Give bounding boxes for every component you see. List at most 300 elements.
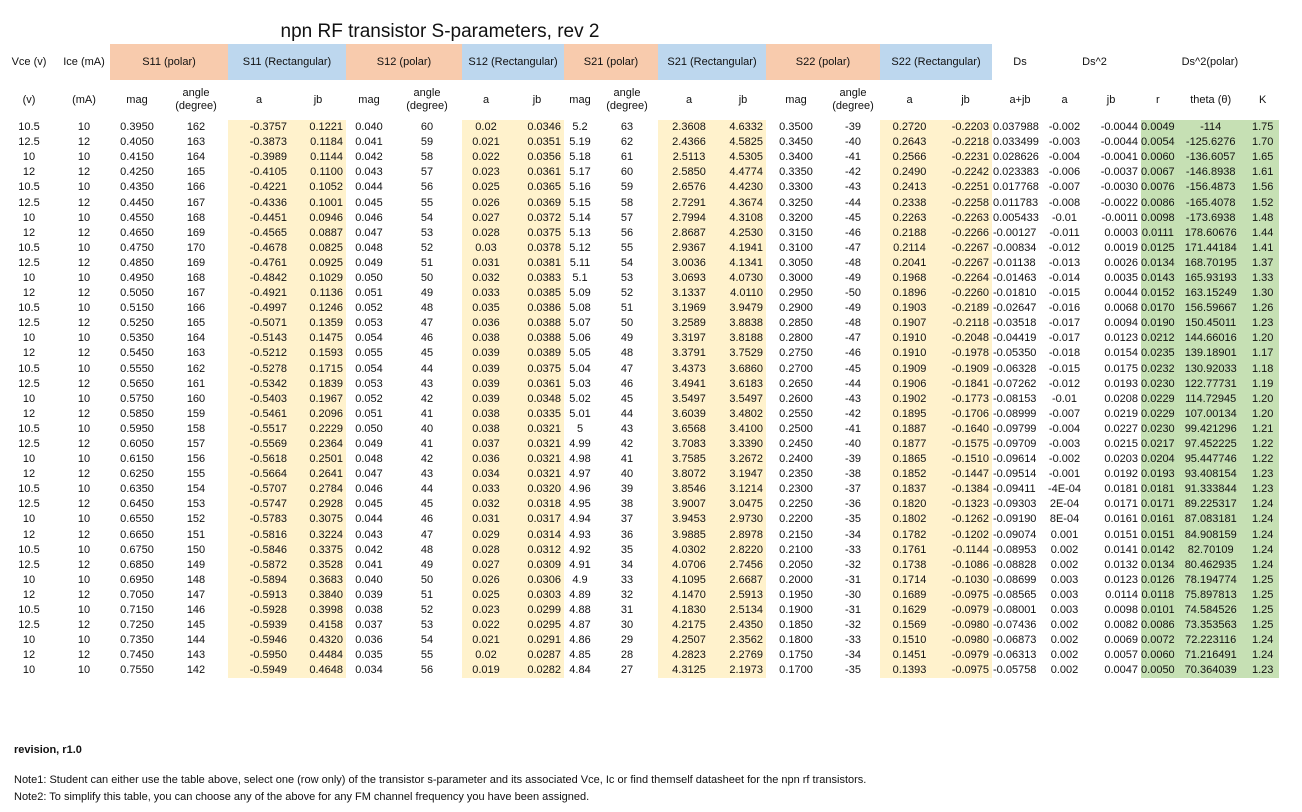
table-cell: 107.00134 [1175, 407, 1247, 422]
table-row [0, 135, 1279, 150]
table-cell: 0.2720 [880, 120, 939, 135]
table-row [0, 150, 1279, 165]
table-cell: 0.2263 [880, 211, 939, 226]
table-cell: 10 [22, 271, 36, 284]
table-cell: 10 [77, 362, 91, 375]
s12-polar-header: S12 (polar) [346, 44, 462, 80]
table-cell: 0.002 [1050, 558, 1079, 571]
table-cell: 4.98 [569, 453, 591, 466]
table-cell: 4.97 [569, 468, 591, 481]
table-cell: 0.0142 [1141, 543, 1175, 558]
table-cell: 4.0706 [658, 558, 720, 573]
table-cell: -0.001 [1048, 468, 1081, 481]
table-cell: 0.0134 [1141, 256, 1175, 271]
table-cell: 0.0375 [510, 362, 564, 377]
table-cell: 38 [620, 498, 634, 511]
table-cell: -41 [845, 422, 861, 435]
table-cell: 4.5305 [720, 150, 766, 165]
table-cell: -45 [845, 211, 861, 224]
table-cell: -0.3989 [228, 150, 290, 165]
table-cell: 42 [420, 392, 434, 405]
subheader-cell: angle (degree) [606, 87, 648, 112]
table-cell: 0.1475 [290, 331, 346, 346]
table-cell: 0.1451 [880, 648, 939, 663]
table-row [0, 467, 1279, 482]
table-cell: 0.034 [462, 467, 510, 482]
table-cell: -4E-04 [1048, 483, 1082, 496]
table-cell: 36 [620, 528, 634, 541]
table-cell: -0.4565 [228, 226, 290, 241]
table-cell: 0.6950 [120, 573, 154, 586]
table-cell: 0.0946 [290, 211, 346, 226]
table-cell: 0.1910 [880, 346, 939, 361]
table-cell: 1.17 [1247, 346, 1279, 361]
table-cell: 0.6850 [120, 558, 154, 571]
table-cell: 12 [77, 438, 91, 451]
table-cell: 12.5 [18, 196, 40, 209]
table-cell: 41 [420, 438, 434, 451]
table-cell: 0.0321 [510, 467, 564, 482]
table-cell: 0.034 [355, 664, 383, 677]
table-cell: 158 [186, 422, 206, 435]
table-cell: 59 [420, 136, 434, 149]
table-cell: 10 [77, 241, 91, 254]
table-cell: 0.1001 [290, 195, 346, 210]
table-cell: 0.2501 [290, 452, 346, 467]
table-cell: 0.4550 [120, 211, 154, 224]
table-cell: -34 [845, 528, 861, 541]
table-cell: -0.5403 [228, 392, 290, 407]
table-cell: 0.0378 [510, 241, 564, 256]
table-cell: 0.1144 [290, 150, 346, 165]
table-cell: 0.0375 [510, 226, 564, 241]
table-cell: 12 [22, 528, 36, 541]
table-cell: -35 [845, 664, 861, 677]
table-cell: -0.5517 [228, 422, 290, 437]
table-cell: 163 [186, 347, 206, 360]
table-cell: 0.0303 [510, 588, 564, 603]
table-cell: 4.1470 [658, 588, 720, 603]
table-cell: 10 [22, 664, 36, 677]
table-cell: 0.003 [1050, 588, 1079, 601]
table-cell: 0.047 [355, 226, 383, 239]
table-cell: 0.053 [355, 377, 383, 390]
table-cell: 5.02 [569, 392, 591, 405]
table-cell: -0.4336 [228, 195, 290, 210]
table-cell: 3.7083 [658, 437, 720, 452]
table-cell: 3.4802 [720, 407, 766, 422]
table-cell: 10 [22, 392, 36, 405]
table-cell: 10 [77, 211, 91, 224]
table-cell: 2.1973 [720, 663, 766, 678]
table-cell: -0.2118 [939, 316, 992, 331]
table-cell: 12 [77, 256, 91, 269]
table-cell: 155 [186, 468, 206, 481]
table-cell: 0.1802 [880, 512, 939, 527]
table-cell: 0.2150 [779, 528, 813, 541]
table-cell: 0.2350 [779, 468, 813, 481]
table-cell: 59 [620, 181, 634, 194]
table-cell: 0.0299 [510, 603, 564, 618]
table-cell: 3.5497 [720, 392, 766, 407]
table-cell: 0.051 [355, 407, 383, 420]
table-cell: 30 [620, 619, 634, 632]
s11-rect-header: S11 (Rectangular) [228, 44, 346, 80]
table-cell: -0.1086 [939, 558, 992, 573]
table-row [0, 377, 1279, 392]
table-cell: 0.052 [355, 302, 383, 315]
table-cell: 5.09 [569, 287, 591, 300]
table-cell: 0.047 [355, 468, 383, 481]
table-cell: -114 [1175, 120, 1247, 135]
table-cell: 2E-04 [1049, 498, 1080, 511]
table-cell: 0.0314 [510, 528, 564, 543]
table-cell: 0.1968 [880, 271, 939, 286]
table-cell: 50 [420, 573, 434, 586]
table-cell: 4.6332 [720, 120, 766, 135]
table-cell: -49 [845, 302, 861, 315]
table-row [0, 437, 1279, 452]
table-cell: 0.1750 [779, 649, 813, 662]
table-cell: 0.0356 [510, 150, 564, 165]
table-cell: 0.002 [1050, 543, 1079, 556]
table-cell: 12 [22, 588, 36, 601]
table-cell: 0.2000 [779, 573, 813, 586]
table-cell: 4.94 [569, 513, 591, 526]
table-cell: 0.0320 [510, 482, 564, 497]
table-row [0, 633, 1279, 648]
table-cell: 4.9 [572, 573, 588, 586]
table-cell: 1.23 [1247, 482, 1279, 497]
subheader-cell: jb [738, 93, 748, 106]
table-cell: 3.6568 [658, 422, 720, 437]
table-cell: -0.006 [1048, 166, 1081, 179]
table-cell: 0.0050 [1141, 663, 1175, 678]
table-cell: 0.050 [355, 271, 383, 284]
table-cell: 0.0388 [510, 316, 564, 331]
table-cell: 49 [420, 558, 434, 571]
table-cell: 0.0181 [1104, 483, 1139, 496]
table-cell: 2.3608 [658, 120, 720, 135]
table-cell: 57 [620, 211, 634, 224]
table-cell: -0.08153 [993, 392, 1037, 405]
table-cell: 122.77731 [1175, 377, 1247, 392]
table-cell: 0.0217 [1141, 437, 1175, 452]
table-cell: 4.3108 [720, 211, 766, 226]
table-cell: 41 [420, 407, 434, 420]
table-cell: -0.02647 [993, 302, 1037, 315]
table-cell: -48 [845, 256, 861, 269]
table-row [0, 331, 1279, 346]
table-cell: 3.1947 [720, 467, 766, 482]
table-cell: -0.4105 [228, 165, 290, 180]
table-cell: 0.2188 [880, 226, 939, 241]
table-cell: 0.1393 [880, 663, 939, 678]
table-cell: 12 [77, 649, 91, 662]
s11-polar-header: S11 (polar) [110, 44, 228, 80]
table-cell: 0.6650 [120, 528, 154, 541]
table-cell: -0.0022 [1100, 196, 1139, 209]
table-cell: 45 [420, 347, 434, 360]
table-cell: -0.008 [1048, 196, 1081, 209]
table-cell: -0.1909 [939, 362, 992, 377]
table-cell: 0.1800 [779, 634, 813, 647]
table-cell: 12.5 [18, 619, 40, 632]
table-cell: 178.60676 [1175, 226, 1247, 241]
table-row [0, 558, 1279, 573]
table-cell: 1.25 [1247, 573, 1279, 588]
table-cell: 1.20 [1247, 392, 1279, 407]
table-cell: 0.021 [462, 135, 510, 150]
table-cell: 0.3400 [779, 151, 813, 164]
table-cell: 0.026 [462, 195, 510, 210]
subheader-cell: mag [358, 93, 380, 106]
table-cell: -0.4997 [228, 301, 290, 316]
table-cell: 0.5250 [120, 317, 154, 330]
table-cell: 0.0003 [1104, 226, 1139, 239]
table-cell: -0.1706 [939, 407, 992, 422]
table-cell: -0.3757 [228, 120, 290, 135]
table-cell: 10 [77, 513, 91, 526]
table-cell: 4.1341 [720, 256, 766, 271]
table-cell: 160 [186, 392, 206, 405]
table-cell: 3.0693 [658, 271, 720, 286]
subheader-cell: jb [961, 93, 970, 106]
table-cell: 0.2750 [779, 347, 813, 360]
table-cell: 0.0125 [1141, 241, 1175, 256]
table-cell: -0.015 [1048, 362, 1081, 375]
table-cell: 0.039 [462, 362, 510, 377]
table-cell: 0.038 [462, 407, 510, 422]
table-cell: 0.048 [355, 241, 383, 254]
table-cell: 10 [22, 573, 36, 586]
table-cell: 0.050 [355, 422, 383, 435]
table-cell: 0.1052 [290, 180, 346, 195]
table-cell: 0.0082 [1104, 619, 1139, 632]
table-body [0, 120, 1279, 678]
table-cell: 0.035 [355, 649, 383, 662]
table-cell: -0.09709 [993, 438, 1037, 451]
table-cell: 1.24 [1247, 497, 1279, 512]
table-row [0, 603, 1279, 618]
table-cell: 0.1700 [779, 664, 813, 677]
table-cell: -0.1323 [939, 497, 992, 512]
sheet-title: npn RF transistor S-parameters, rev 2 [280, 21, 600, 42]
table-cell: 0.1029 [290, 271, 346, 286]
table-cell: 5.1 [572, 271, 588, 284]
table-cell: -0.08828 [993, 558, 1037, 571]
table-cell: 0.043 [355, 166, 383, 179]
table-cell: 12 [77, 196, 91, 209]
table-cell: 3.8838 [720, 316, 766, 331]
table-row [0, 165, 1279, 180]
table-cell: 12 [77, 498, 91, 511]
table-cell: 0.0321 [510, 422, 564, 437]
table-cell: 0.0154 [1104, 347, 1139, 360]
table-cell: 4.0730 [720, 271, 766, 286]
table-cell: 0.4484 [290, 648, 346, 663]
table-cell: 4.4230 [720, 180, 766, 195]
s21-polar-header: S21 (polar) [564, 44, 658, 80]
table-cell: -0.017 [1048, 332, 1081, 345]
table-cell: -0.01810 [993, 287, 1037, 300]
table-cell: -0.5747 [228, 497, 290, 512]
table-cell: 0.0227 [1104, 422, 1139, 435]
table-cell: 0.039 [462, 392, 510, 407]
table-row [0, 195, 1279, 210]
table-cell: 97.452225 [1175, 437, 1247, 452]
table-cell: 4.95 [569, 498, 591, 511]
table-row [0, 392, 1279, 407]
table-cell: 10.5 [18, 241, 40, 254]
table-cell: 49 [420, 287, 434, 300]
table-cell: 43 [620, 422, 634, 435]
table-cell: 0.2050 [779, 558, 813, 571]
table-cell: 168.70195 [1175, 256, 1247, 271]
table-cell: 0.4158 [290, 618, 346, 633]
table-cell: -173.6938 [1175, 211, 1247, 226]
table-cell: -0.0044 [1100, 121, 1139, 134]
table-cell: -47 [845, 241, 861, 254]
table-cell: 0.028 [462, 543, 510, 558]
table-cell: 2.5913 [720, 588, 766, 603]
table-cell: 0.028626 [993, 151, 1039, 164]
subheader-cell: (v) [22, 93, 36, 106]
table-cell: 0.6250 [120, 468, 154, 481]
table-cell: -30 [845, 588, 861, 601]
table-cell: 0.0069 [1104, 634, 1139, 647]
s-parameter-table [0, 44, 1279, 678]
table-cell: 0.6350 [120, 483, 154, 496]
table-cell: 56 [620, 226, 634, 239]
table-cell: 1.21 [1247, 422, 1279, 437]
table-cell: 0.0212 [1141, 331, 1175, 346]
table-cell: 40 [420, 422, 434, 435]
table-cell: 63 [620, 121, 634, 134]
table-cell: 0.3950 [120, 121, 154, 134]
table-cell: 1.23 [1247, 663, 1279, 678]
table-cell: -0.2203 [939, 120, 992, 135]
table-cell: 0.0098 [1104, 604, 1139, 617]
table-cell: 4.1830 [658, 603, 720, 618]
table-cell: -0.1262 [939, 512, 992, 527]
table-cell: -0.08001 [993, 604, 1037, 617]
table-cell: 1.24 [1247, 633, 1279, 648]
table-cell: 0.1907 [880, 316, 939, 331]
table-cell: 99.421296 [1175, 422, 1247, 437]
table-cell: -32 [845, 619, 861, 632]
table-cell: 12 [22, 407, 36, 420]
table-cell: 12 [77, 407, 91, 420]
table-cell: 12 [77, 136, 91, 149]
table-cell: 0.0321 [510, 452, 564, 467]
table-cell: 12 [77, 558, 91, 571]
table-cell: 0.036 [462, 452, 510, 467]
table-cell: -0.0037 [1100, 166, 1139, 179]
table-cell: 0.0151 [1104, 528, 1139, 541]
table-cell: 3.0475 [720, 497, 766, 512]
table-cell: 0.011783 [993, 196, 1039, 209]
table-cell: -0.0980 [939, 633, 992, 648]
table-cell: 159 [186, 407, 206, 420]
table-cell: 0.1629 [880, 603, 939, 618]
table-cell: 0.0232 [1141, 362, 1175, 377]
table-cell: 0.027 [462, 558, 510, 573]
table-cell: 42 [620, 438, 634, 451]
table-cell: 12.5 [18, 136, 40, 149]
table-cell: -40 [845, 136, 861, 149]
table-cell: 0.0381 [510, 256, 564, 271]
table-cell: 0.3300 [779, 181, 813, 194]
table-cell: 12.5 [18, 498, 40, 511]
table-cell: 0.051 [355, 287, 383, 300]
table-cell: 4.5825 [720, 135, 766, 150]
ds-header: Ds [1013, 55, 1027, 68]
table-cell: -39 [845, 453, 861, 466]
table-cell: 0.039 [462, 377, 510, 392]
table-cell: 0.0060 [1141, 150, 1175, 165]
table-cell: 156 [186, 453, 206, 466]
table-cell: 1.33 [1247, 271, 1279, 286]
table-cell: 163 [186, 136, 206, 149]
table-cell: -0.2264 [939, 271, 992, 286]
table-cell: 4.0302 [658, 543, 720, 558]
table-row [0, 618, 1279, 633]
table-cell: 0.0925 [290, 256, 346, 271]
table-cell: 10 [77, 121, 91, 134]
table-cell: 12.5 [18, 256, 40, 269]
table-cell: 167 [186, 196, 206, 209]
table-cell: 44 [620, 407, 634, 420]
ds-squared-header: Ds^2 [1082, 55, 1107, 68]
table-cell: 0.1715 [290, 362, 346, 377]
table-cell: 0.2450 [779, 438, 813, 451]
table-cell: -38 [845, 468, 861, 481]
table-cell: 0.0215 [1104, 438, 1139, 451]
table-cell: 41 [620, 453, 634, 466]
table-cell: -0.003 [1048, 438, 1081, 451]
table-cell: 0.1887 [880, 422, 939, 437]
table-cell: 0.0229 [1141, 407, 1175, 422]
table-cell: 1.25 [1247, 603, 1279, 618]
table-cell: 0.3450 [779, 136, 813, 149]
table-cell: 0.0335 [510, 407, 564, 422]
table-cell: 1.24 [1247, 528, 1279, 543]
table-cell: -0.05758 [993, 664, 1037, 677]
table-cell: -0.05350 [993, 347, 1037, 360]
table-cell: 0.4950 [120, 271, 154, 284]
table-cell: 40 [620, 468, 634, 481]
table-cell: 0.037 [462, 437, 510, 452]
table-cell: 60 [420, 121, 434, 134]
table-cell: 0.0123 [1104, 332, 1139, 345]
table-cell: 0.7350 [120, 634, 154, 647]
table-cell: 0.0049 [1141, 120, 1175, 135]
table-cell: 0.1837 [880, 482, 939, 497]
table-cell: 4.92 [569, 543, 591, 556]
table-cell: 4.2823 [658, 648, 720, 663]
table-cell: 0.0161 [1104, 513, 1139, 526]
table-cell: 148 [186, 573, 206, 586]
table-cell: 12 [77, 347, 91, 360]
table-cell: 0.3050 [779, 256, 813, 269]
table-cell: 4.0110 [720, 286, 766, 301]
table-cell: 0.2950 [779, 287, 813, 300]
table-cell: -0.2251 [939, 180, 992, 195]
table-row [0, 573, 1279, 588]
table-cell: 0.0114 [1105, 588, 1139, 601]
table-cell: 0.0047 [1104, 664, 1139, 677]
